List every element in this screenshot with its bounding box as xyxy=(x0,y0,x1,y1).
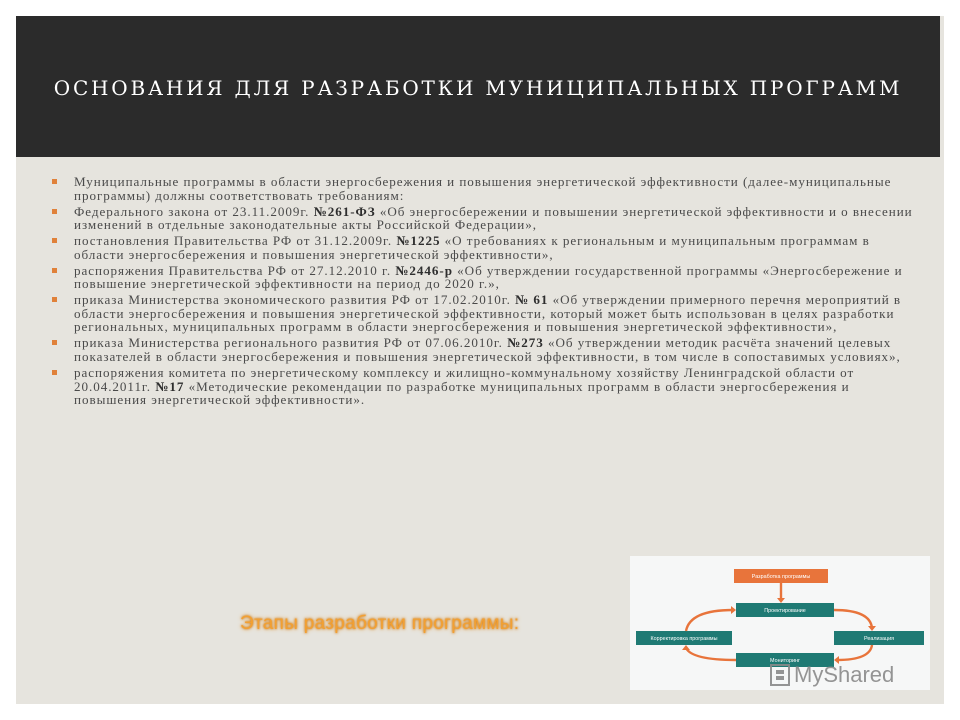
start-node-label: Разработка программы xyxy=(751,574,811,580)
bullet-marker xyxy=(52,238,57,243)
implementation-node-label: Реализация xyxy=(864,636,894,642)
stages-label: Этапы разработки программы: xyxy=(240,613,520,634)
bullet-marker xyxy=(52,179,57,184)
arrowhead xyxy=(682,645,690,650)
design-node-label: Проектирование xyxy=(764,608,806,614)
list-item xyxy=(52,205,914,232)
watermark-logo-icon xyxy=(770,664,790,686)
item-text: приказа Министерства регионального развития РФ от 07.06.2010г. xyxy=(74,335,508,351)
arrow-design-to-implementation xyxy=(834,610,872,628)
item-number: №273 xyxy=(507,335,544,351)
item-number: №261-ФЗ xyxy=(313,203,376,219)
monitoring-node-label: Мониторинг xyxy=(770,658,800,664)
item-text: постановления Правительства РФ от 31.12.2009г. xyxy=(74,233,397,249)
arrowhead xyxy=(777,598,785,603)
watermark xyxy=(770,662,894,688)
arrowhead xyxy=(868,626,876,631)
arrow-monitoring-to-correction xyxy=(686,648,736,660)
item-number: №2446-р xyxy=(395,262,453,278)
item-number: № 61 xyxy=(515,292,549,308)
item-text-tail: «Об утверждении методик расчёта значений целевых показателей в области энергосбережения и повышения энергетической эффективности, в том числе в сопоставимых условиях», xyxy=(74,335,901,364)
bullet-marker xyxy=(52,297,57,302)
correction-node-label: Корректировка программы xyxy=(650,636,718,642)
item-text-tail: «Об энергосбережении и повышении энергетической эффективности и о внесении изменений в отдельные законодательные акты Российской Федерации», xyxy=(74,203,913,233)
page-title: ОСНОВАНИЯ ДЛЯ РАЗРАБОТКИ МУНИЦИПАЛЬНЫХ ПРОГРАММ xyxy=(53,75,903,100)
item-text: распоряжения комитета по энергетическому комплексу и жилищно-коммунальному хозяйству Ленинградской области от 20.04.2011г. xyxy=(74,365,855,394)
list-item xyxy=(52,234,914,261)
list-item xyxy=(52,175,914,202)
list-item xyxy=(52,293,914,334)
list-item xyxy=(52,366,914,407)
list-item xyxy=(52,336,914,363)
item-text-tail: «О требованиях к региональным и муниципальным программам в области энергосбережения и повышения энергетической эффективности», xyxy=(74,233,870,262)
list-item xyxy=(52,264,914,291)
item-text: Федерального закона от 23.11.2009г. xyxy=(74,203,314,219)
arrow-implementation-to-monitoring xyxy=(837,645,872,660)
arrow-correction-to-design xyxy=(686,610,733,631)
item-text-tail: «Об утверждении примерного перечня мероприятий в области энергосбережения и повышения энергетической эффективности, который может быть использован в целях разработки региональных, муниципальных программ в области энергосбережения и повышения энергетической эффективности», xyxy=(74,292,902,335)
item-text-tail: «Методические рекомендации по разработке муниципальных программ в области энергосбережения и повышения энергетической эффективности». xyxy=(74,378,850,408)
bullet-marker xyxy=(52,370,57,375)
bullet-list xyxy=(52,175,914,409)
watermark-text: MyShared xyxy=(794,662,895,687)
item-text: Муниципальные программы в области энергосбережения и повышения энергетической эффективности (далее-муниципальные программы) должны соответствовать требованиям: xyxy=(74,174,892,203)
item-number: №17 xyxy=(155,378,185,394)
bullet-marker xyxy=(52,340,57,345)
item-text-tail: «Об утверждении государственной программы «Энергосбережение и повышение энергетической эффективности на период до 2020 г.», xyxy=(74,262,903,292)
bullet-marker xyxy=(52,268,57,273)
arrowhead xyxy=(731,606,736,614)
item-text: распоряжения Правительства РФ от 27.12.2010 г. xyxy=(74,262,396,278)
title-band xyxy=(16,16,940,157)
item-number: №1225 xyxy=(396,233,441,249)
item-text: приказа Министерства экономического развития РФ от 17.02.2010г. xyxy=(74,292,516,308)
bullet-marker xyxy=(52,209,57,214)
